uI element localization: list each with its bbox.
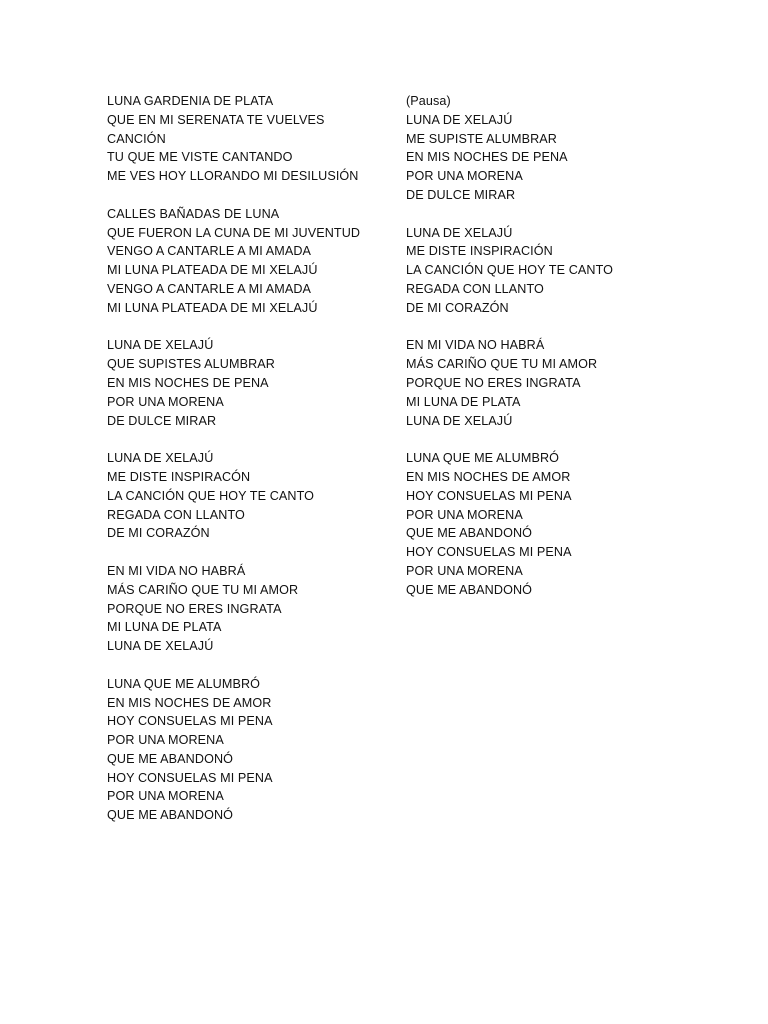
lyric-line: PORQUE NO ERES INGRATA bbox=[107, 601, 282, 616]
lyric-line: VENGO A CANTARLE A MI AMADA bbox=[107, 244, 312, 259]
lyric-line: QUE SUPISTES ALUMBRAR bbox=[107, 357, 275, 372]
lyric-stanza bbox=[406, 336, 706, 430]
lyric-line: HOY CONSUELAS MI PENA bbox=[406, 545, 572, 560]
lyric-line: QUE EN MI SERENATA TE VUELVES bbox=[107, 112, 325, 127]
lyric-line: CALLES BAÑADAS DE LUNA bbox=[107, 206, 280, 221]
lyric-line: TU QUE ME VISTE CANTANDO bbox=[107, 150, 293, 165]
lyric-line: ME VES HOY LLORANDO MI DESILUSIÓN bbox=[107, 169, 359, 184]
lyric-line: HOY CONSUELAS MI PENA bbox=[107, 770, 273, 785]
lyric-line: POR UNA MORENA bbox=[406, 563, 523, 578]
lyric-line: LUNA QUE ME ALUMBRÓ bbox=[107, 676, 261, 691]
lyric-line: REGADA CON LLANTO bbox=[406, 281, 544, 296]
lyric-line: POR UNA MORENA bbox=[406, 507, 523, 522]
lyrics-right-column bbox=[406, 92, 706, 618]
lyric-line: HOY CONSUELAS MI PENA bbox=[406, 488, 572, 503]
lyric-line: POR UNA MORENA bbox=[107, 394, 224, 409]
lyric-line: EN MIS NOCHES DE PENA bbox=[107, 375, 269, 390]
lyric-line: EN MIS NOCHES DE AMOR bbox=[107, 695, 272, 710]
lyric-line: DE DULCE MIRAR bbox=[406, 187, 516, 202]
lyric-line: LUNA DE XELAJÚ bbox=[406, 112, 513, 127]
lyric-line: EN MI VIDA NO HABRÁ bbox=[406, 338, 545, 353]
lyric-line: ME SUPISTE ALUMBRAR bbox=[406, 131, 557, 146]
lyric-line: LA CANCIÓN QUE HOY TE CANTO bbox=[406, 263, 614, 278]
lyric-line: LA CANCIÓN QUE HOY TE CANTO bbox=[107, 488, 315, 503]
lyric-line: LUNA QUE ME ALUMBRÓ bbox=[406, 451, 560, 466]
lyric-line: EN MIS NOCHES DE PENA bbox=[406, 150, 568, 165]
lyrics-left-column bbox=[107, 92, 407, 844]
lyric-line: LUNA DE XELAJÚ bbox=[107, 451, 214, 466]
lyric-line: VENGO A CANTARLE A MI AMADA bbox=[107, 281, 312, 296]
lyric-line: CANCIÓN bbox=[107, 131, 166, 146]
lyric-line: ME DISTE INSPIRACIÓN bbox=[406, 244, 553, 259]
lyric-line: QUE ME ABANDONÓ bbox=[406, 582, 533, 597]
lyric-stanza bbox=[107, 336, 407, 430]
lyric-line: MI LUNA DE PLATA bbox=[107, 620, 222, 635]
lyric-stanza bbox=[406, 224, 706, 318]
lyric-line: QUE ME ABANDONÓ bbox=[107, 751, 234, 766]
lyric-line: LUNA DE XELAJÚ bbox=[406, 413, 513, 428]
lyric-line: DE DULCE MIRAR bbox=[107, 413, 217, 428]
lyric-line: EN MI VIDA NO HABRÁ bbox=[107, 563, 246, 578]
lyric-line: QUE ME ABANDONÓ bbox=[406, 526, 533, 541]
lyric-line: QUE ME ABANDONÓ bbox=[107, 808, 234, 823]
lyric-line: POR UNA MORENA bbox=[107, 789, 224, 804]
lyric-line: (Pausa) bbox=[406, 94, 451, 108]
lyric-line: POR UNA MORENA bbox=[406, 169, 523, 184]
lyric-line: PORQUE NO ERES INGRATA bbox=[406, 375, 581, 390]
lyric-line: REGADA CON LLANTO bbox=[107, 507, 245, 522]
lyric-stanza bbox=[107, 92, 407, 186]
lyric-line: MI LUNA DE PLATA bbox=[406, 394, 521, 409]
lyric-line: ME DISTE INSPIRACÓN bbox=[107, 469, 251, 484]
lyric-stanza bbox=[107, 675, 407, 825]
lyric-line: MI LUNA PLATEADA DE MI XELAJÚ bbox=[107, 263, 318, 278]
lyric-line: MI LUNA PLATEADA DE MI XELAJÚ bbox=[107, 300, 318, 315]
lyric-line: LUNA DE XELAJÚ bbox=[107, 639, 214, 654]
lyric-stanza bbox=[406, 449, 706, 599]
lyric-line: MÁS CARIÑO QUE TU MI AMOR bbox=[406, 357, 598, 372]
lyric-line: LUNA GARDENIA DE PLATA bbox=[107, 94, 274, 108]
lyric-line: EN MIS NOCHES DE AMOR bbox=[406, 469, 571, 484]
lyric-stanza bbox=[406, 92, 706, 205]
lyric-line: QUE FUERON LA CUNA DE MI JUVENTUD bbox=[107, 225, 361, 240]
lyric-stanza bbox=[107, 205, 407, 318]
lyric-line: HOY CONSUELAS MI PENA bbox=[107, 714, 273, 729]
lyric-line: DE MI CORAZÓN bbox=[406, 300, 509, 315]
lyric-line: DE MI CORAZÓN bbox=[107, 526, 210, 541]
lyric-line: POR UNA MORENA bbox=[107, 733, 224, 748]
lyric-stanza bbox=[107, 449, 407, 543]
lyric-line: LUNA DE XELAJÚ bbox=[107, 338, 214, 353]
lyric-line: MÁS CARIÑO QUE TU MI AMOR bbox=[107, 582, 299, 597]
lyric-stanza bbox=[107, 562, 407, 656]
lyric-line: LUNA DE XELAJÚ bbox=[406, 225, 513, 240]
